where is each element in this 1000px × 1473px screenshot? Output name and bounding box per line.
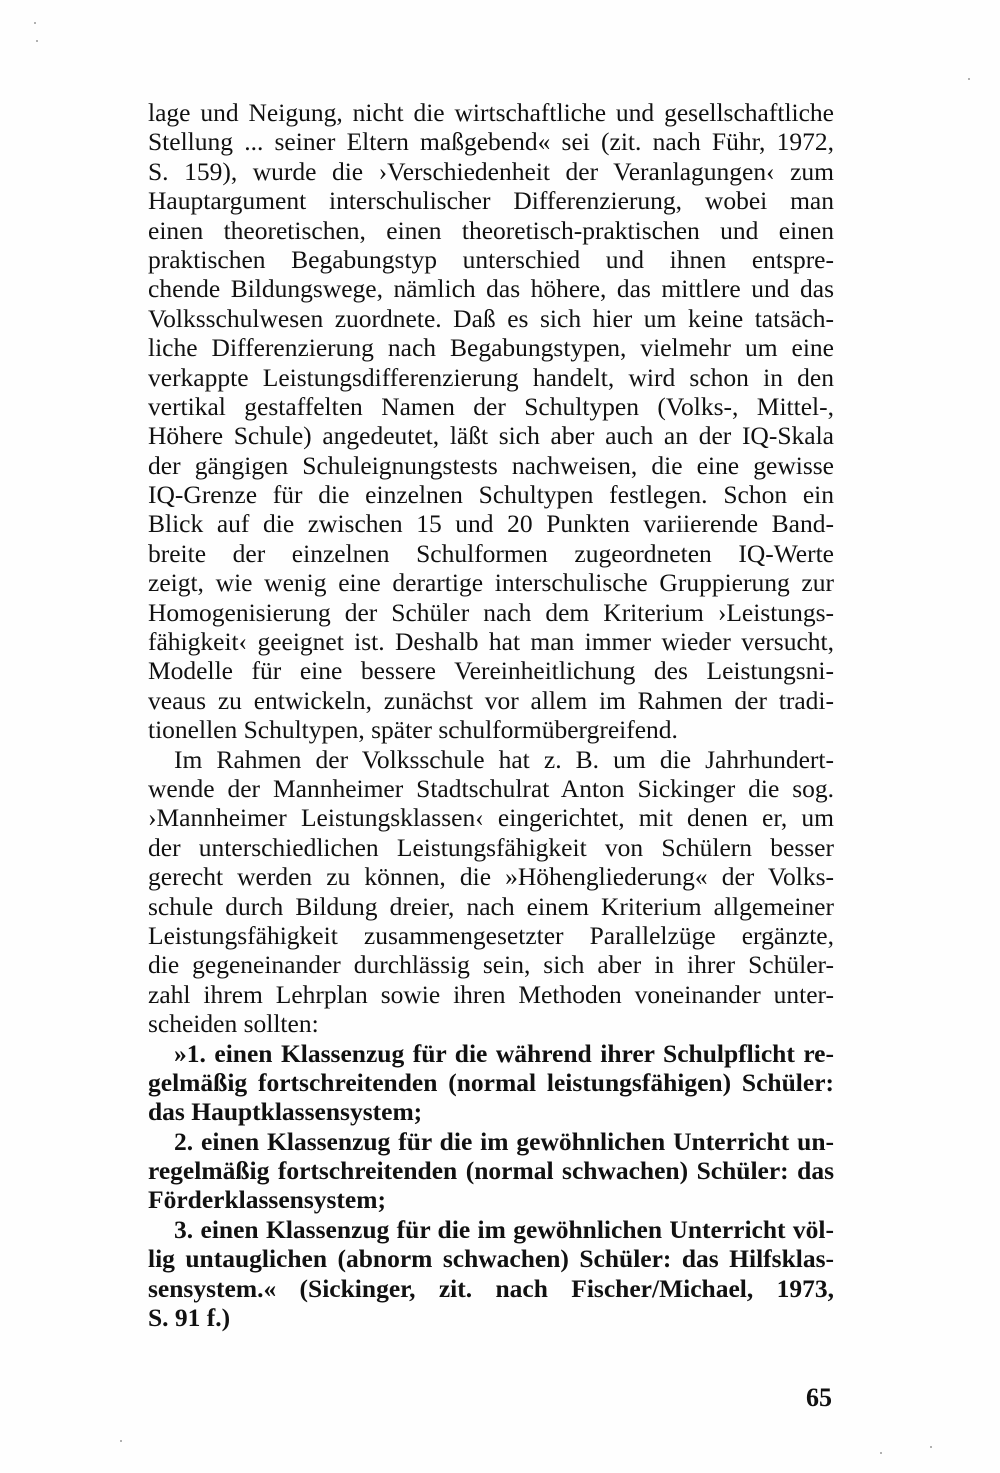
text-line: lage und Neigung, nicht die wirtschaftliche und gesellschaftliche [148, 98, 834, 127]
text-line: Leistungsfähigkeit zusammengesetzter Parallelzüge ergänzte, [148, 920, 834, 950]
text-line: Hauptargument interschulischer Differenzierung, wobei man [148, 186, 834, 216]
text-line: zahl ihrem Lehrplan sowie ihren Methoden voneinander unter- [148, 979, 834, 1009]
text-line: das Hauptklassensystem; [148, 1097, 423, 1127]
list-item-3 [148, 1215, 834, 1333]
list-item-1 [148, 1039, 834, 1127]
quoted-list [148, 1039, 834, 1333]
text-line: tionellen Schultypen, später schulformübergreifend. [148, 715, 678, 745]
text-line: regelmäßig fortschreitenden (normal schwachen) Schüler: das [148, 1156, 834, 1186]
text-line: der unterschiedlichen Leistungsfähigkeit von Schülern besser [148, 832, 834, 862]
text-line: verkappte Leistungsdifferenzierung handelt, wird schon in den [148, 362, 834, 392]
text-line: veaus zu entwickeln, zunächst vor allem im Rahmen der tradi- [148, 685, 834, 715]
scan-speck [36, 40, 38, 42]
text-line: gelmäßig fortschreitenden (normal leistungsfähigen) Schüler: [148, 1067, 834, 1097]
text-line: Förderklassensystem; [148, 1185, 386, 1215]
text-line: ›Mannheimer Leistungsklassen‹ eingerichtet, mit denen er, um [148, 803, 834, 833]
text-line: praktischen Begabungstyp unterschied und ihnen entspre- [148, 244, 834, 274]
paragraph-1 [148, 98, 834, 745]
scan-speck [34, 22, 36, 24]
text-line: S. 91 f.) [148, 1303, 231, 1333]
paragraph-2 [148, 745, 834, 1039]
text-line: Modelle für eine bessere Vereinheitlichung des Leistungsni- [148, 656, 834, 686]
text-line: 3. einen Klassenzug für die im gewöhnlichen Unterricht völ- [174, 1214, 834, 1244]
text-line: Höhere Schule) angedeutet, läßt sich aber auch an der IQ-Skala [148, 421, 834, 451]
body-text [148, 98, 834, 1332]
text-line: lig untauglichen (abnorm schwachen) Schüler: das Hilfsklas- [148, 1244, 834, 1274]
text-line: »1. einen Klassenzug für die während ihrer Schulpflicht re- [174, 1038, 834, 1068]
text-line: Volksschulwesen zuordnete. Daß es sich hier um keine tatsäch- [148, 303, 834, 333]
text-line: S. 159), wurde die ›Verschiedenheit der Veranlagungen‹ zum [148, 156, 834, 186]
text-line: IQ-Grenze für die einzelnen Schultypen festlegen. Schon ein [148, 480, 834, 510]
text-line: gerecht werden zu können, die »Höhengliederung« der Volks- [148, 862, 834, 892]
scan-speck [880, 1452, 882, 1454]
text-line: einen theoretischen, einen theoretisch-praktischen und einen [148, 215, 834, 245]
text-line: Blick auf die zwischen 15 und 20 Punkten variierende Band- [148, 509, 834, 539]
scan-speck [968, 78, 970, 80]
text-line: fähigkeit‹ geeignet ist. Deshalb hat man immer wieder versucht, [148, 627, 834, 657]
text-line: scheiden sollten: [148, 1009, 319, 1039]
text-line: die gegeneinander durchlässig sein, sich aber in ihrer Schüler- [148, 950, 834, 980]
page-number: 65 [806, 1383, 832, 1412]
text-line: Homogenisierung der Schüler nach dem Kriterium ›Leistungs- [148, 597, 834, 627]
text-line: schule durch Bildung dreier, nach einem Kriterium allgemeiner [148, 891, 834, 921]
text-line: Im Rahmen der Volksschule hat z. B. um die Jahrhundert- [174, 744, 834, 774]
text-line: wende der Mannheimer Stadtschulrat Anton Sickinger die sog. [148, 773, 834, 803]
scan-speck [930, 1446, 932, 1448]
text-line: sensystem.« (Sickinger, zit. nach Fischer/Michael, 1973, [148, 1273, 834, 1303]
scan-speck [120, 1440, 122, 1442]
text-line: der gängigen Schuleignungstests nachweisen, die eine gewisse [148, 450, 834, 480]
list-item-2 [148, 1127, 834, 1215]
text-line: 2. einen Klassenzug für die im gewöhnlichen Unterricht un- [174, 1126, 834, 1156]
text-line: Stellung ... seiner Eltern maßgebend« sei (zit. nach Führ, 1972, [148, 127, 834, 157]
text-line: liche Differenzierung nach Begabungstypen, vielmehr um eine [148, 333, 834, 363]
text-line: vertikal gestaffelten Namen der Schultypen (Volks-, Mittel-, [148, 391, 834, 421]
text-line: zeigt, wie wenig eine derartige interschulische Gruppierung zur [148, 568, 834, 598]
text-line: chende Bildungswege, nämlich das höhere, das mittlere und das [148, 274, 834, 304]
text-line: breite der einzelnen Schulformen zugeordneten IQ-Werte [148, 538, 834, 568]
